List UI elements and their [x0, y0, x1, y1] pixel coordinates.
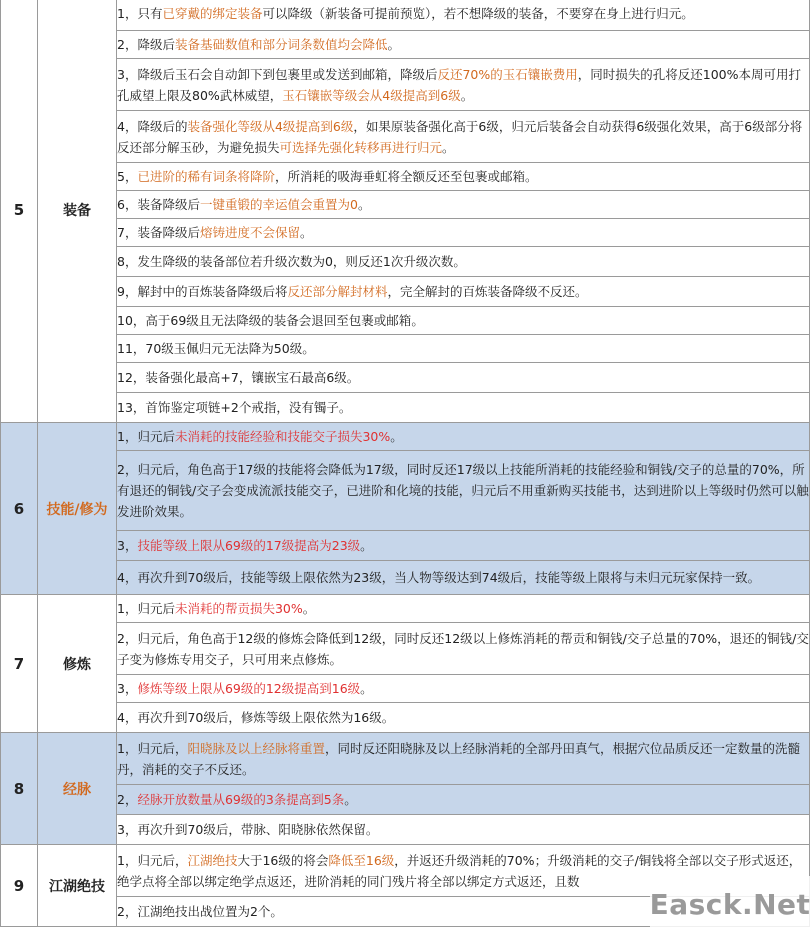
- rule-text-segment: 可以降级（新装备可提前预览），若不想降级的装备，不要穿在身上进行归元。: [262, 6, 694, 21]
- rules-table-body: [1, 0, 810, 927]
- highlight-text: 玉石镶嵌等级会从4级提高到6级: [282, 87, 461, 103]
- rule-text: [117, 423, 810, 451]
- rule-text: [117, 0, 810, 31]
- rule-text-segment: 2，归元后，角色高于17级的技能将会降低为17级，同时反还17级以上技能所消耗的技能经验和铜钱/交子的总量的70%，所有退还的铜钱/交子会变成流派技能交子，已进阶和化境的技能，归元后不用重新购买技能书，达到进阶以上等级时仍然可以触发进阶效果。: [117, 462, 809, 519]
- highlight-text: 反还70%的玉石镶嵌费用: [437, 66, 578, 82]
- section-number: 9: [1, 845, 38, 927]
- table-row: [1, 393, 810, 423]
- rule-text: [117, 451, 810, 531]
- section-category: 经脉: [38, 733, 117, 845]
- section-category: 技能/修为: [38, 423, 117, 595]
- rule-text: [117, 191, 810, 219]
- rule-text: [117, 277, 810, 307]
- rule-text-segment: 3，再次升到70级后，带脉、阳晓脉依然保留。: [117, 822, 379, 837]
- table-row: [1, 191, 810, 219]
- rule-text-segment: 1，只有: [117, 6, 163, 21]
- highlight-text: 修炼等级上限从69级的12级提高到16级: [137, 681, 361, 696]
- rule-text-segment: 6，装备降级后: [117, 197, 200, 212]
- table-row: [1, 733, 810, 785]
- table-row: [1, 561, 810, 595]
- rule-text: [117, 335, 810, 363]
- highlight-text: 未消耗的技能经验和技能交子损失30%: [174, 429, 391, 444]
- rule-text-segment: 12，装备强化最高+7，镶嵌宝石最高6级。: [117, 370, 360, 385]
- highlight-text: 熔铸进度不会保留: [199, 225, 300, 240]
- rule-text-segment: 4，降级后的: [117, 118, 188, 134]
- rule-text: [117, 675, 810, 703]
- rule-text-segment: 2，江湖绝技出战位置为2个。: [117, 904, 283, 919]
- highlight-text: 未消耗的帮贡损失30%: [174, 601, 303, 616]
- rule-text-segment: 2，: [117, 792, 138, 807]
- rule-text-segment: ，所消耗的吸海垂虹将全额反还至包裹或邮箱。: [274, 169, 538, 184]
- rule-text: [117, 595, 810, 623]
- rule-text-segment: 。: [357, 197, 371, 212]
- table-row: [1, 815, 810, 845]
- rule-text-segment: 1，归元后: [117, 601, 175, 616]
- table-row: [1, 307, 810, 335]
- highlight-text: 反还部分解封材料: [287, 284, 388, 299]
- rule-text-segment: 13，首饰鉴定项链+2个戒指，没有镯子。: [117, 400, 352, 415]
- highlight-text: 已进阶的稀有词条将降阶: [137, 169, 275, 184]
- rule-text-segment: 4，再次升到70级后，修炼等级上限依然为16级。: [117, 710, 395, 725]
- rule-text-segment: 3，: [117, 538, 138, 553]
- section-number: 7: [1, 595, 38, 733]
- rule-text-segment: 3，: [117, 681, 138, 696]
- rule-text-segment: 。: [360, 538, 373, 553]
- section-category: 装备: [38, 0, 117, 423]
- rule-text: [117, 247, 810, 277]
- table-row: [1, 247, 810, 277]
- rule-text: [117, 561, 810, 595]
- rule-text: [117, 393, 810, 423]
- rule-text: [117, 785, 810, 815]
- rule-text: [117, 733, 810, 785]
- table-row: [1, 423, 810, 451]
- rule-text: [117, 59, 810, 111]
- highlight-text: 阳晓脉及以上经脉将重置: [187, 740, 325, 756]
- rule-text-segment: 2，降级后: [117, 37, 175, 52]
- rule-text: [117, 623, 810, 675]
- table-row: [1, 785, 810, 815]
- rule-text-segment: 大于16级的将会: [237, 852, 329, 868]
- table-row: [1, 335, 810, 363]
- table-row: [1, 59, 810, 111]
- rule-text-segment: ，并返还升级消耗的70%；升级消耗的交子/铜钱将全部以交子形式返还，绝学点将全部以绑定绝学点返还，进阶消耗的同门残片将全部以绑定方式返还，且数: [117, 852, 802, 889]
- rule-text-segment: 。: [390, 429, 403, 444]
- rule-text-segment: ，同时损失的孔将反还100%本周可用打孔威望上限及80%武林威望，: [117, 66, 802, 103]
- rule-text-segment: 。: [299, 225, 313, 240]
- table-row: [1, 363, 810, 393]
- rule-text-segment: 1，归元后，: [117, 740, 188, 756]
- section-category: 江湖绝技: [38, 845, 117, 927]
- rule-text-segment: ，同时反还阳晓脉及以上经脉消耗的全部丹田真气，根据穴位品质反还一定数量的洗髓丹，消耗的交子不反还。: [117, 740, 800, 777]
- rule-text: [117, 219, 810, 247]
- rule-text-segment: 3，降级后玉石会自动卸下到包裹里或发送到邮箱，降级后: [117, 66, 438, 82]
- section-number: 8: [1, 733, 38, 845]
- highlight-text: 装备强化等级从4级提高到6级: [187, 118, 354, 134]
- highlight-text: 技能等级上限从69级的17级提高为23级: [137, 538, 361, 553]
- rule-text-segment: 。: [360, 681, 373, 696]
- rule-text-segment: 。: [460, 87, 474, 103]
- rule-text: [117, 163, 810, 191]
- rule-text-segment: 5，: [117, 169, 138, 184]
- table-row: [1, 675, 810, 703]
- rule-text: [117, 111, 810, 163]
- highlight-text: 一键重锻的幸运值会重置为0: [199, 197, 358, 212]
- rule-text: [117, 815, 810, 845]
- table-row: [1, 219, 810, 247]
- rule-text-segment: ，如果原装备强化高于6级，归元后装备会自动获得6级强化效果，高于6级部分将反还部分解玉砂，为避免损失: [117, 118, 803, 155]
- table-row: [1, 31, 810, 59]
- table-row: [1, 531, 810, 561]
- table-row: [1, 163, 810, 191]
- watermark: Easck.Net: [650, 876, 810, 932]
- table-row: [1, 277, 810, 307]
- highlight-text: 装备基础数值和部分词条数值均会降低: [174, 37, 388, 52]
- rule-text-segment: 。: [344, 792, 357, 807]
- rule-text: [117, 307, 810, 335]
- rule-text-segment: 11，70级玉佩归元无法降为50级。: [117, 341, 315, 356]
- section-number: 6: [1, 423, 38, 595]
- rule-text: [117, 363, 810, 393]
- rule-text: [117, 31, 810, 59]
- rule-text-segment: 1，归元后: [117, 429, 175, 444]
- rule-text-segment: 9，解封中的百炼装备降级后将: [117, 284, 288, 299]
- table-row: [1, 0, 810, 31]
- section-category: 修炼: [38, 595, 117, 733]
- highlight-text: 江湖绝技: [187, 852, 238, 868]
- table-row: [1, 111, 810, 163]
- highlight-text: 已穿戴的绑定装备: [162, 6, 263, 21]
- table-row: [1, 595, 810, 623]
- rule-text: [117, 703, 810, 733]
- rule-text-segment: 8，发生降级的装备部位若升级次数为0，则反还1次升级次数。: [117, 254, 466, 269]
- rule-text-segment: 。: [442, 139, 455, 155]
- rule-text-segment: 10，高于69级且无法降级的装备会退回至包裹或邮箱。: [117, 313, 424, 328]
- rule-text-segment: ，完全解封的百炼装备降级不反还。: [387, 284, 588, 299]
- table-row: [1, 623, 810, 675]
- rule-text-segment: 4，再次升到70级后，技能等级上限依然为23级，当人物等级达到74级后，技能等级上限将与未归元玩家保持一致。: [117, 570, 761, 585]
- highlight-text: 经脉开放数量从69级的3条提高到5条: [137, 792, 345, 807]
- table-row: [1, 703, 810, 733]
- section-number: 5: [1, 0, 38, 423]
- rule-text-segment: 。: [387, 37, 400, 52]
- highlight-text: 降低至16级: [328, 852, 395, 868]
- rule-text-segment: 7，装备降级后: [117, 225, 200, 240]
- rule-text-segment: 1，归元后，: [117, 852, 188, 868]
- rule-text: [117, 531, 810, 561]
- rule-text-segment: 2，归元后，角色高于12级的修炼会降低到12级，同时反还12级以上修炼消耗的帮贡和铜钱/交子总量的70%，退还的铜钱/交子变为修炼专用交子，只可用来点修炼。: [117, 630, 809, 667]
- rule-text-segment: 。: [302, 601, 316, 616]
- table-row: [1, 451, 810, 531]
- highlight-text: 可选择先强化转移再进行归元: [279, 139, 443, 155]
